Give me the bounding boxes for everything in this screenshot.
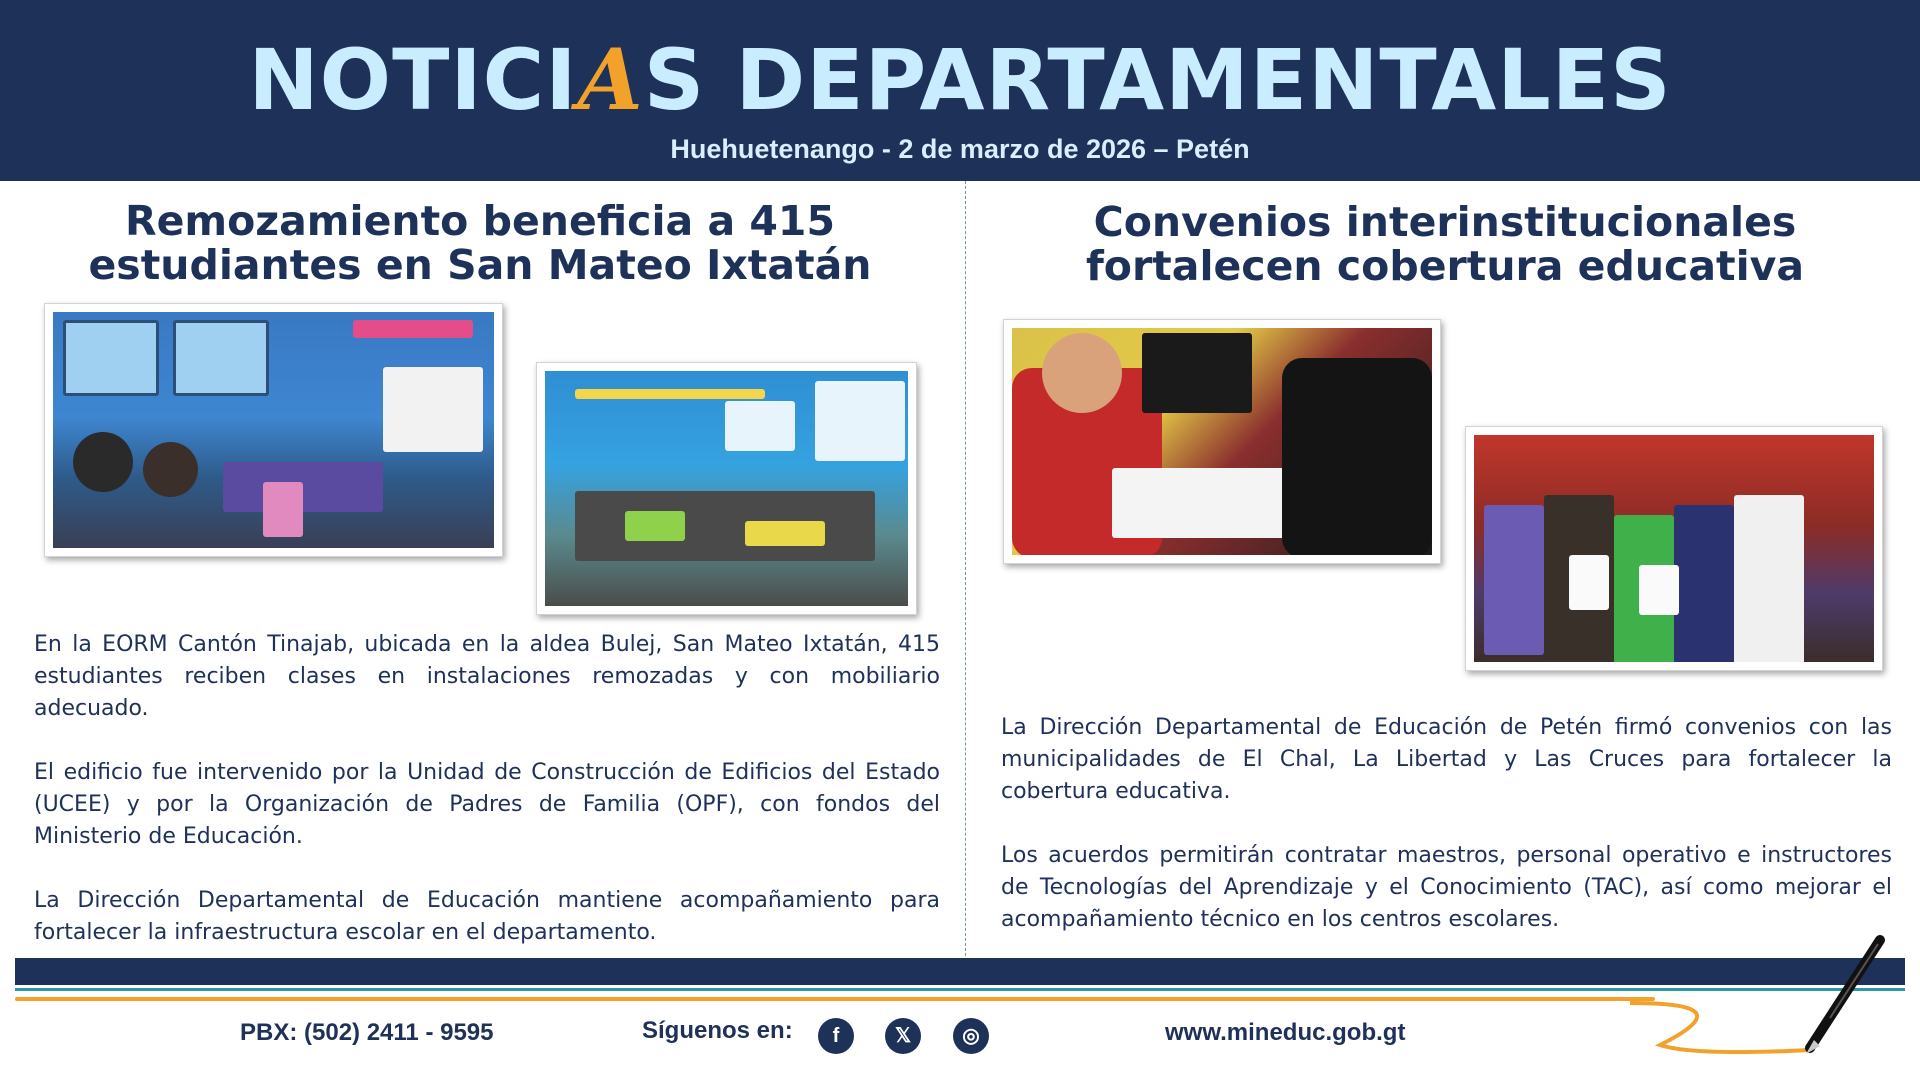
- header-banner: [0, 0, 1920, 181]
- page-title: [0, 30, 1920, 130]
- title-part-2: S DEPARTAMENTALES: [643, 31, 1672, 129]
- classroom-photo-2: [536, 362, 917, 615]
- right-headline-line-1: Convenios interinstitucionales: [1093, 198, 1797, 246]
- group-agreement-photo: [1465, 426, 1883, 671]
- footer-band-dark: [15, 958, 1905, 985]
- footer-band-orange: [15, 997, 1655, 1001]
- left-headline-line-2: estudiantes en San Mateo Ixtatán: [88, 241, 872, 289]
- x-twitter-icon[interactable]: 𝕏: [885, 1018, 921, 1054]
- facebook-icon[interactable]: f: [818, 1018, 854, 1054]
- left-paragraph-2: El edificio fue intervenido por la Unidad de Construcción de Edificios del Estado (UCEE) y por la Organización de Padres de Familia (OPF), con fondos del Ministerio de Educación.: [34, 760, 940, 849]
- footer-band-teal: [15, 988, 1905, 991]
- classroom-photo-1: [44, 303, 503, 557]
- pen-icon: [1630, 930, 1890, 1060]
- website-link[interactable]: www.mineduc.gob.gt: [1165, 1019, 1406, 1046]
- title-part-1: NOTICI: [248, 31, 578, 129]
- right-article-headline: [985, 200, 1905, 288]
- follow-us-label: Síguenos en:: [642, 1017, 793, 1044]
- title-accent-letter: A: [577, 30, 644, 129]
- column-divider: [965, 181, 966, 956]
- instagram-icon[interactable]: ◎: [953, 1018, 989, 1054]
- left-article-headline: [30, 199, 930, 287]
- left-headline-line-1: Remozamiento beneficia a 415: [125, 197, 835, 245]
- pbx-phone: PBX: (502) 2411 - 9595: [240, 1019, 494, 1046]
- subtitle-location-date: Huehuetenango - 2 de marzo de 2026 – Petén: [670, 134, 1250, 164]
- left-article-body: [34, 629, 940, 981]
- right-headline-line-2: fortalecen cobertura educativa: [1085, 242, 1805, 290]
- right-paragraph-2: Los acuerdos permitirán contratar maestros, personal operativo e instructores de Tecnologías del Aprendizaje y el Conocimiento (TAC), así como mejorar el acompañamiento técnico en los centros escolares.: [1001, 843, 1892, 932]
- right-paragraph-1: La Dirección Departamental de Educación de Petén firmó convenios con las municipalidades de El Chal, La Libertad y Las Cruces para fortalecer la cobertura educativa.: [1001, 715, 1892, 804]
- signing-photo: [1003, 319, 1441, 564]
- left-paragraph-1: En la EORM Cantón Tinajab, ubicada en la aldea Bulej, San Mateo Ixtatán, 415 estudiantes reciben clases en instalaciones remozadas y con mobiliario adecuado.: [34, 632, 940, 721]
- left-paragraph-3: La Dirección Departamental de Educación mantiene acompañamiento para fortalecer la infraestructura escolar en el departamento.: [34, 888, 940, 945]
